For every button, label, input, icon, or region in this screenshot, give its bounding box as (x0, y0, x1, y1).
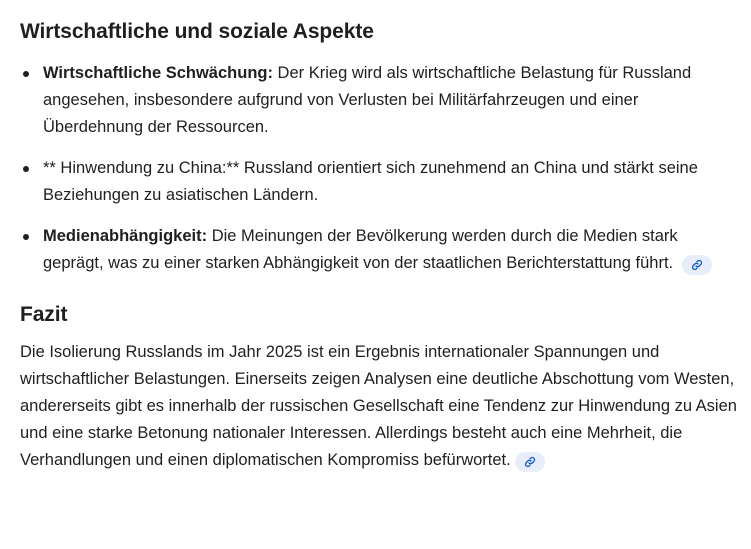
link-icon (691, 259, 703, 271)
section-heading: Wirtschaftliche und soziale Aspekte (20, 20, 374, 43)
source-link-chip[interactable] (515, 452, 545, 472)
bullet (23, 71, 29, 77)
item-text: ** Hinwendung zu China:** Russland orientiert sich zunehmend an China und stärkt seine Beziehungen zu asiatischen Ländern. (43, 159, 698, 204)
aspects-list (20, 60, 740, 277)
list-item (20, 60, 740, 141)
bullet (23, 234, 29, 240)
list-item (20, 223, 740, 277)
list-item (20, 155, 740, 209)
bullet (23, 166, 29, 172)
item-title: Wirtschaftliche Schwächung: (43, 64, 273, 82)
link-icon (524, 456, 536, 468)
paragraph-text: Die Isolierung Russlands im Jahr 2025 ist ein Ergebnis internationaler Spannungen und wirtschaftlicher Belastungen. Einerseits zeigen Analysen eine deutliche Abschottung vom Westen, andererseits gibt es innerhalb der russischen Gesellschaft eine Tendenz zur Hinwendung zu Asien und eine starke Betonung nationaler Interessen. Allerdings besteht auch eine Mehrheit, die Verhandlungen und einen diplomatischen Kompromiss befürwortet. (20, 343, 737, 469)
fazit-paragraph (20, 339, 740, 474)
item-text: Der Krieg wird als wirtschaftliche Belastung für Russland angesehen, insbesondere aufgrund von Verlusten bei Militärfahrzeugen und einer Überdehnung der Ressourcen. (43, 64, 692, 136)
response-content (20, 18, 740, 474)
source-link-chip[interactable] (682, 255, 712, 275)
item-text: Die Meinungen der Bevölkerung werden durch die Medien stark geprägt, was zu einer starken Abhängigkeit von der staatlichen Berichterstattung führt. (43, 227, 678, 272)
fazit-heading: Fazit (20, 303, 68, 326)
item-title: Medienabhängigkeit: (43, 227, 208, 245)
